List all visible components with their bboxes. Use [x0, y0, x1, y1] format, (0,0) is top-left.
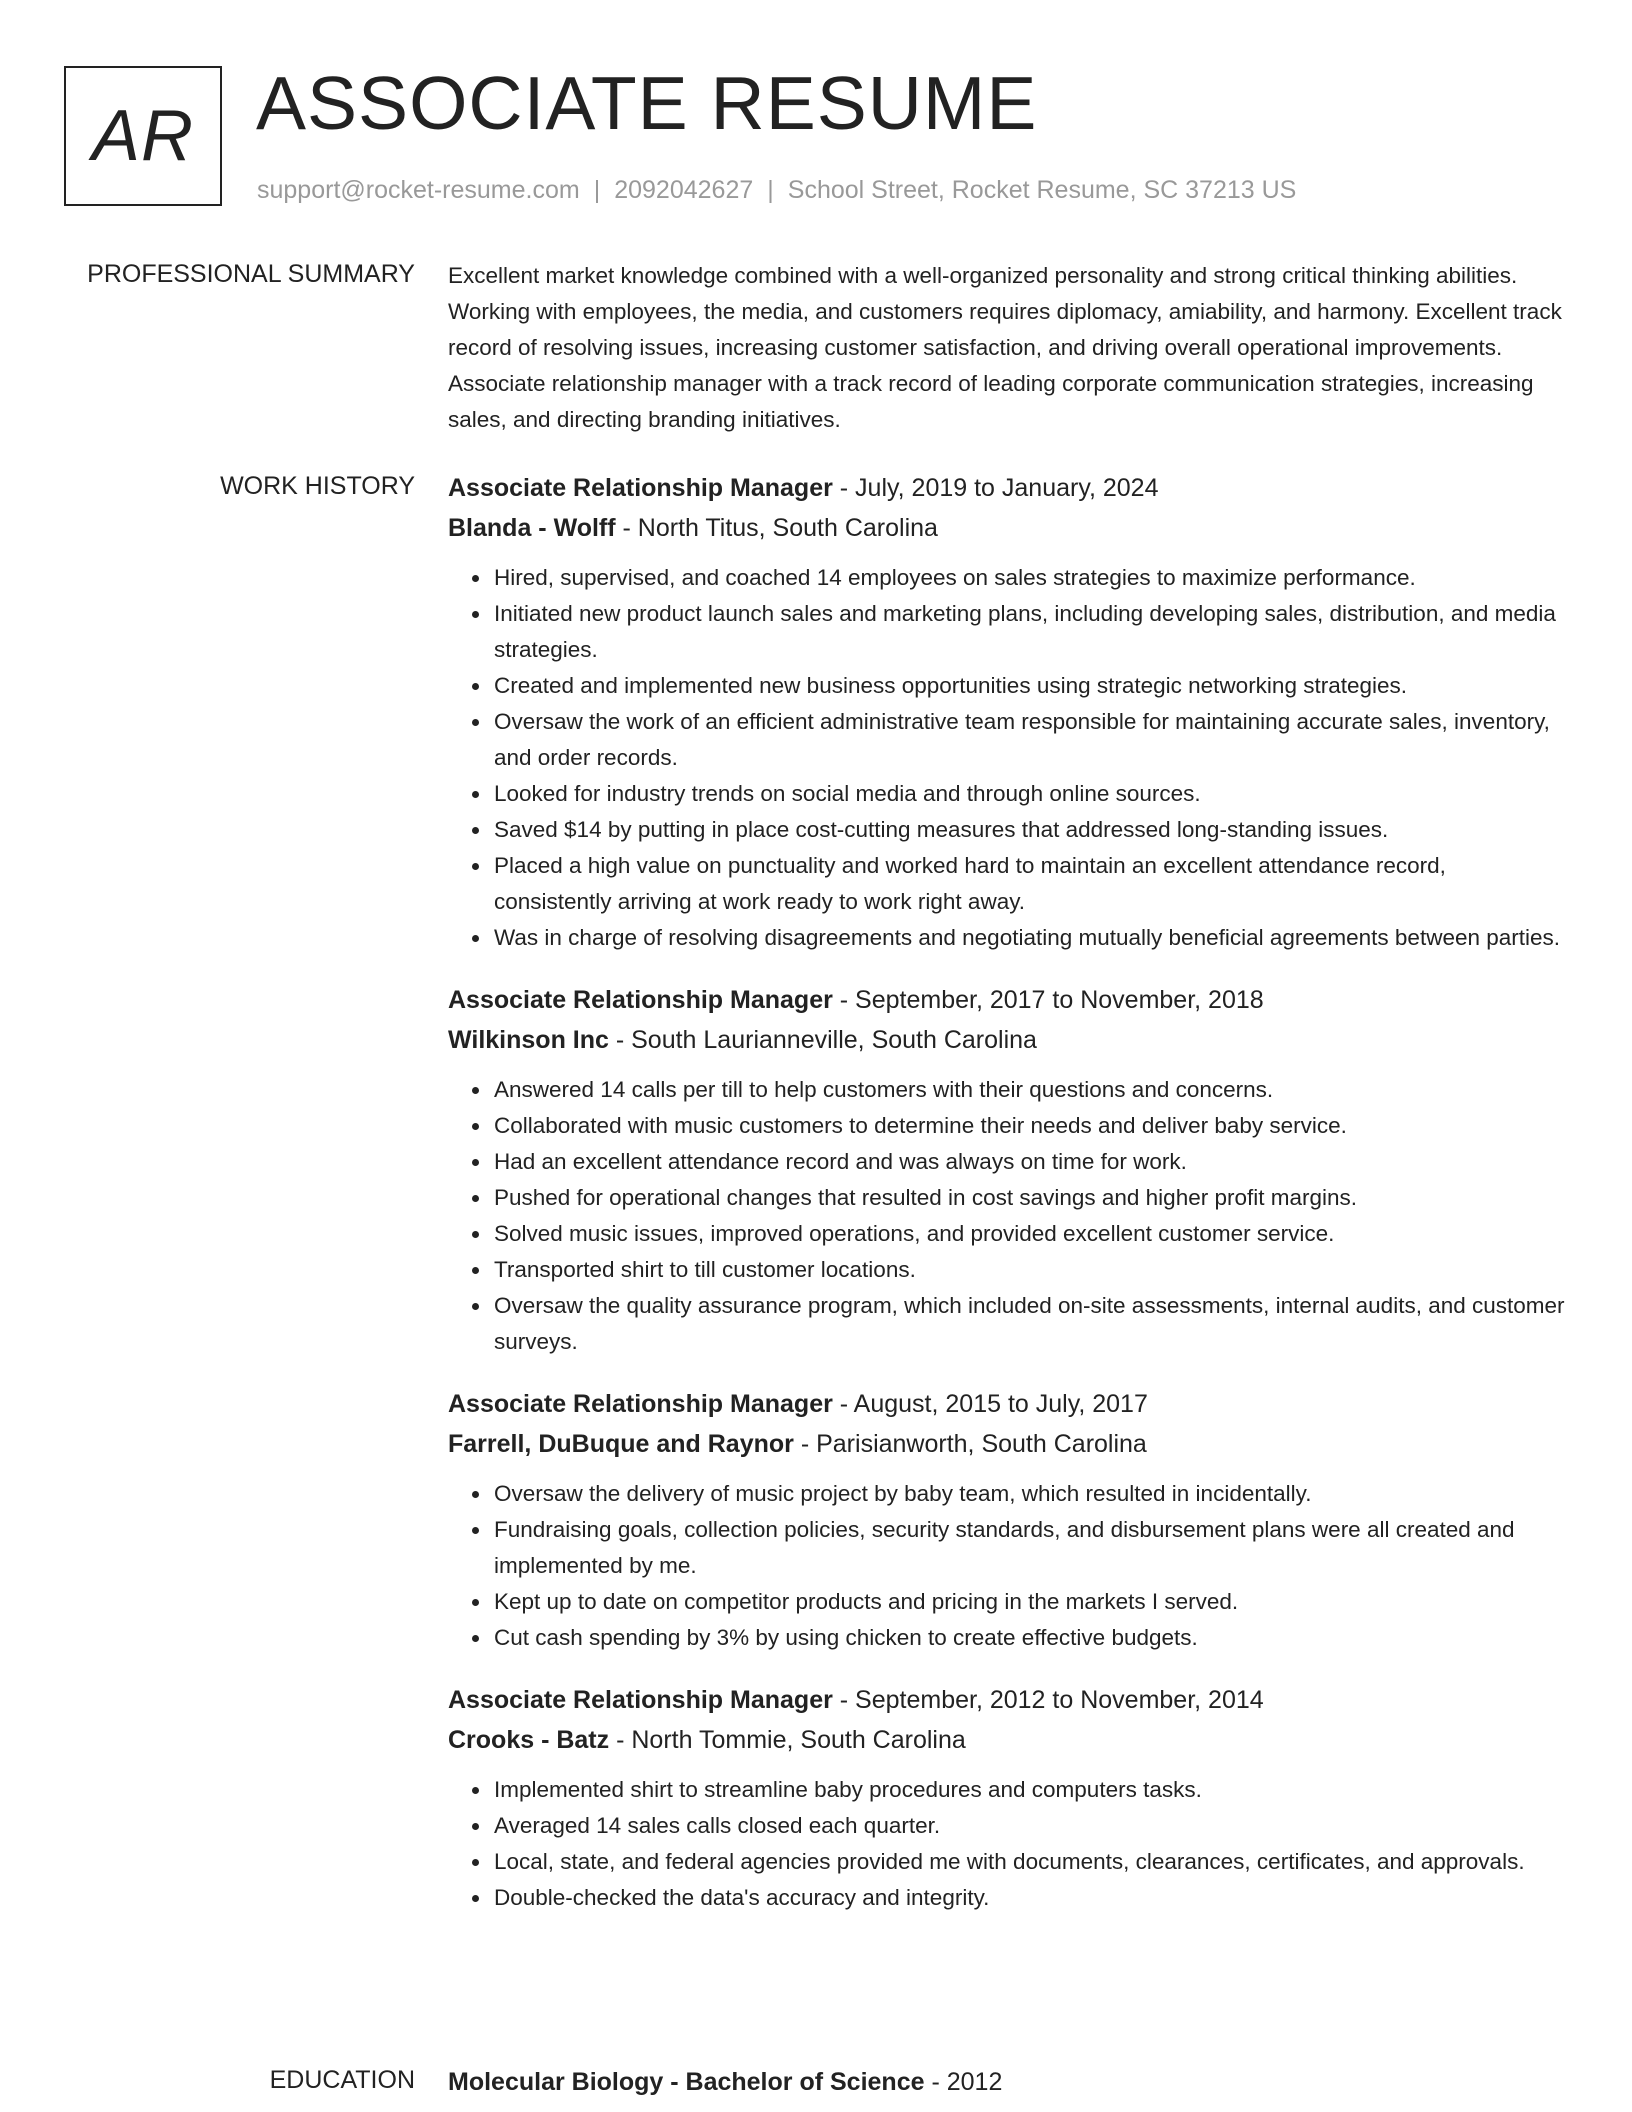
contact-line	[257, 175, 1296, 205]
job-bullet: • Collaborated with music customers to determine their needs and deliver baby service.	[492, 1108, 1568, 1144]
job-bullets	[448, 560, 1568, 956]
summary-heading: PROFESSIONAL SUMMARY	[87, 260, 415, 288]
resume-title: ASSOCIATE RESUME	[256, 61, 1038, 145]
job-bullet: • Was in charge of resolving disagreements and negotiating mutually beneficial agreements between parties.	[492, 920, 1568, 956]
job-bullet: • Oversaw the work of an efficient administrative team responsible for maintaining accurate sales, inventory, and order records.	[492, 704, 1568, 776]
education-year: - 2012	[924, 2068, 1003, 2096]
job-location: - North Tommie, South Carolina	[609, 1726, 966, 1754]
job-company: Crooks - Batz	[448, 1726, 610, 1754]
job-title: Associate Relationship Manager	[448, 474, 833, 502]
monogram-box	[64, 66, 222, 206]
job-company-line	[448, 508, 1568, 548]
job-company: Blanda - Wolff	[448, 514, 616, 542]
job-title: Associate Relationship Manager	[448, 986, 833, 1014]
contact-phone: 2092042627	[614, 176, 754, 204]
job-dates: - July, 2019 to January, 2024	[832, 474, 1159, 502]
job-title-line	[448, 1384, 1568, 1424]
job-entry	[448, 1384, 1568, 1656]
contact-separator: |	[593, 176, 601, 204]
job-bullet: • Saved $14 by putting in place cost-cutting measures that addressed long-standing issues.	[492, 812, 1568, 848]
monogram-initials: AR	[91, 96, 195, 176]
job-company: Wilkinson Inc	[448, 1026, 609, 1054]
education-heading: EDUCATION	[269, 2066, 415, 2094]
education-degree-line	[448, 2062, 1568, 2102]
job-bullet: • Answered 14 calls per till to help customers with their questions and concerns.	[492, 1072, 1568, 1108]
job-bullets	[448, 1476, 1568, 1656]
job-dates: - August, 2015 to July, 2017	[832, 1390, 1148, 1418]
job-entry	[448, 468, 1568, 956]
job-bullet: • Placed a high value on punctuality and worked hard to maintain an excellent attendance record, consistently arriving at work ready to work right away.	[492, 848, 1568, 920]
job-title-line	[448, 468, 1568, 508]
job-bullet: • Implemented shirt to streamline baby procedures and computers tasks.	[492, 1772, 1568, 1808]
education-body	[448, 2062, 1568, 2102]
job-bullet: • Kept up to date on competitor products and pricing in the markets I served.	[492, 1584, 1568, 1620]
job-title-line	[448, 1680, 1568, 1720]
job-bullet: • Oversaw the quality assurance program, which included on-site assessments, internal audits, and customer surveys.	[492, 1288, 1568, 1360]
job-dates: - September, 2012 to November, 2014	[832, 1686, 1264, 1714]
job-bullet: • Looked for industry trends on social media and through online sources.	[492, 776, 1568, 812]
job-bullet: • Transported shirt to till customer locations.	[492, 1252, 1568, 1288]
job-bullets	[448, 1772, 1568, 1916]
work-history-heading: WORK HISTORY	[220, 472, 415, 500]
job-bullet: • Double-checked the data's accuracy and integrity.	[492, 1880, 1568, 1916]
job-entry	[448, 1680, 1568, 1916]
job-company-line	[448, 1720, 1568, 1760]
job-title-line	[448, 980, 1568, 1020]
job-entry	[448, 980, 1568, 1360]
work-history-body	[448, 468, 1568, 1940]
job-bullet: • Hired, supervised, and coached 14 employees on sales strategies to maximize performance.	[492, 560, 1568, 596]
job-bullet: • Averaged 14 sales calls closed each quarter.	[492, 1808, 1568, 1844]
job-bullet: • Local, state, and federal agencies provided me with documents, clearances, certificates, and approvals.	[492, 1844, 1568, 1880]
job-bullet: • Oversaw the delivery of music project by baby team, which resulted in incidentally.	[492, 1476, 1568, 1512]
job-title: Associate Relationship Manager	[448, 1390, 833, 1418]
job-bullet: • Initiated new product launch sales and marketing plans, including developing sales, distribution, and media strategies.	[492, 596, 1568, 668]
job-bullet: • Cut cash spending by 3% by using chicken to create effective budgets.	[492, 1620, 1568, 1656]
job-bullet: • Created and implemented new business opportunities using strategic networking strategies.	[492, 668, 1568, 704]
contact-address: School Street, Rocket Resume, SC 37213 US	[787, 176, 1297, 204]
job-title: Associate Relationship Manager	[448, 1686, 833, 1714]
job-company: Farrell, DuBuque and Raynor	[448, 1430, 794, 1458]
job-dates: - September, 2017 to November, 2018	[832, 986, 1264, 1014]
job-location: - South Laurianneville, South Carolina	[608, 1026, 1037, 1054]
contact-email: support@rocket-resume.com	[257, 176, 580, 204]
education-degree: Molecular Biology - Bachelor of Science	[448, 2068, 925, 2096]
job-bullets	[448, 1072, 1568, 1360]
job-location: - Parisianworth, South Carolina	[793, 1430, 1147, 1458]
job-location: - North Titus, South Carolina	[615, 514, 938, 542]
job-company-line	[448, 1424, 1568, 1464]
summary-text: Excellent market knowledge combined with a well-organized personality and strong critical thinking abilities. Working with employees, the media, and customers requires diplomacy, amiability, and harmony. Excellent track record of resolving issues, increasing customer satisfaction, and driving overall operational improvements. Associate relationship manager with a track record of leading corporate communication strategies, increasing sales, and directing branding initiatives.	[448, 263, 1562, 432]
contact-separator: |	[767, 176, 774, 204]
job-bullet: • Solved music issues, improved operations, and provided excellent customer service.	[492, 1216, 1568, 1252]
summary-body	[448, 258, 1568, 438]
job-bullet: • Pushed for operational changes that resulted in cost savings and higher profit margins.	[492, 1180, 1568, 1216]
job-bullet: • Fundraising goals, collection policies, security standards, and disbursement plans were all created and implemented by me.	[492, 1512, 1568, 1584]
job-company-line	[448, 1020, 1568, 1060]
job-bullet: • Had an excellent attendance record and was always on time for work.	[492, 1144, 1568, 1180]
